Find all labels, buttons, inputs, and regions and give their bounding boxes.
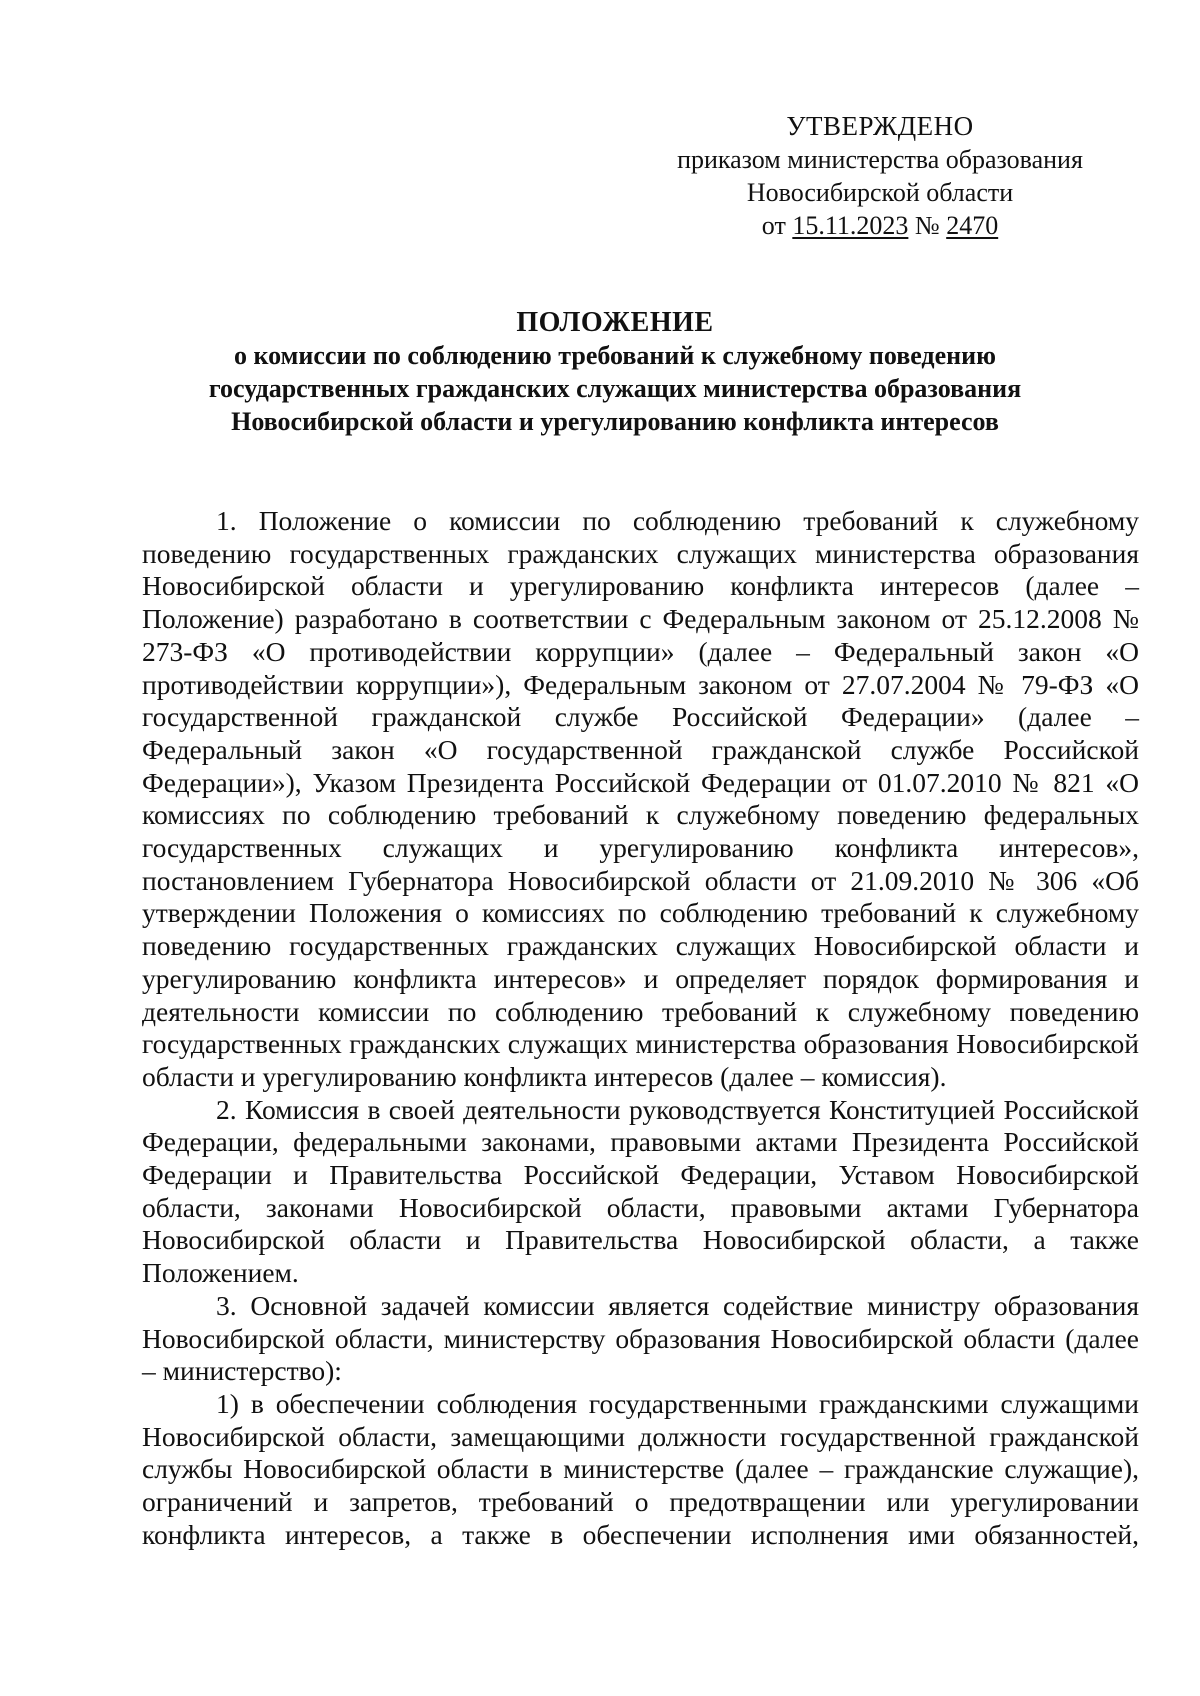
approval-date-prefix: от [761,211,793,240]
document-body [142,505,1139,1552]
document-title-main: ПОЛОЖЕНИЕ [516,307,714,338]
document-title-line-1: о комиссии по соблюдению требований к служебному поведению [234,341,996,370]
approval-number: 2470 [946,211,999,240]
paragraph-2: 2. Комиссия в своей деятельности руководствуется Конституцией Российской Федерации, федеральными законами, правовыми актами Президента Российской Федерации и Правительства Российской Федерации, Уставом Новосибирской области, законами Новосибирской области, правовыми актами Губернатора Новосибирской области и Правительства Новосибирской области, а также Положением. [142,1093,1139,1289]
approval-number-prefix: № [908,211,947,240]
approval-stamp [620,110,1140,242]
approval-date-line [620,209,1140,242]
approval-date: 15.11.2023 [792,211,909,240]
paragraph-3-item-1: 1) в обеспечении соблюдения государственными гражданскими служащими Новосибирской области, замещающими должности государственной гражданской службы Новосибирской области в министерстве (далее – гражданские служащие), ограничений и запретов, требований о предотвращении или урегулировании конфликта интересов, а также в обеспечении исполнения ими обязанностей, [142,1387,1139,1550]
paragraph-3: 3. Основной задачей комиссии является содействие министру образования Новосибирской области, министерству образования Новосибирской области (далее – министерство): [142,1289,1139,1387]
document-title-line-2: государственных гражданских служащих министерства образования [208,374,1022,403]
document-title [120,306,1110,438]
approval-title: УТВЕРЖДЕНО [786,111,974,141]
paragraph-1: 1. Положение о комиссии по соблюдению требований к служебному поведению государственных гражданских служащих министерства образования Новосибирской области и урегулированию конфликта интересов (далее – Положение) разработано в соответствии с Федеральным законом от 25.12.2008 № 273-ФЗ «О противодействии коррупции» (далее – Федеральный закон «О противодействии коррупции»), Федеральным законом от 27.07.2004 № 79-ФЗ «О государственной гражданской службе Российской Федерации» (далее – Федеральный закон «О государственной гражданской службе Российской Федерации»), Указом Президента Российской Федерации от 01.07.2010 № 821 «О комиссиях по соблюдению требований к служебному поведению федеральных государственных служащих и урегулированию конфликта интересов», постановлением Губернатора Новосибирской области от 21.09.2010 № 306 «Об утверждении Положения о комиссиях по соблюдению требований к служебному поведению государственных гражданских служащих Новосибирской области и урегулированию конфликта интересов» и определяет порядок формирования и деятельности комиссии по соблюдению требований к служебному поведению государственных гражданских служащих министерства образования Новосибирской области и урегулированию конфликта интересов (далее – комиссия). [142,505,1139,1092]
approval-line-order: приказом министерства образования [677,145,1083,174]
approval-line-region: Новосибирской области [746,178,1014,207]
document-title-line-3: Новосибирской области и урегулированию конфликта интересов [231,407,999,436]
